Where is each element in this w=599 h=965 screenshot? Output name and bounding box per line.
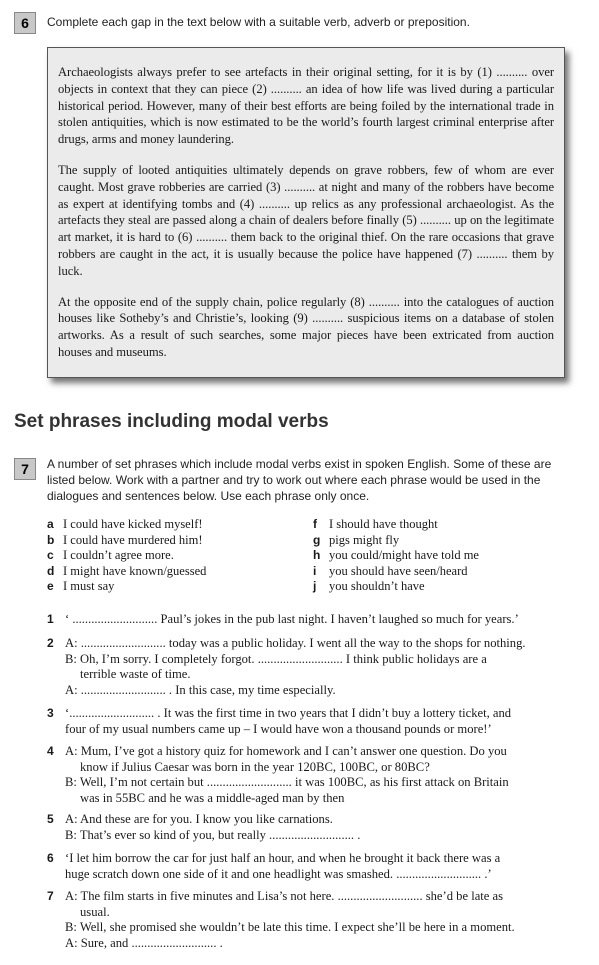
phrase-text: I could have murdered him! <box>63 532 203 547</box>
item-line: B: Well, I’m not certain but ........................... it was 100BC, as his first attack on Britain <box>65 775 509 790</box>
text-paragraph-3: At the opposite end of the supply chain, police regularly (8) .......... into the catalogues of auction houses like Sotheby’s and Christie’s, looking (9) .......... suspicious items on a database of stolen artworks. As a result of such searches, some major pieces have been extricated from auction houses and museums. <box>58 294 554 359</box>
item-line: A: And these are for you. I know you like carnations. <box>65 812 333 826</box>
item-line: B: Oh, I’m sorry. I completely forgot. ........................... I think public holidays are a <box>65 651 487 666</box>
item-line: ‘I let him borrow the car for just half an hour, and when he brought it back there was a <box>65 851 501 865</box>
exercise-item <box>47 706 579 737</box>
item-line: was in 55BC and he was a middle-aged man by then <box>80 790 345 805</box>
item-line: A: ........................... . In this case, my time especially. <box>65 682 336 697</box>
phrase-text: pigs might fly <box>329 532 400 547</box>
item-line: terrible waste of time. <box>80 667 191 682</box>
exercise-6-instruction: Complete each gap in the text below with a suitable verb, adverb or preposition. <box>47 15 470 29</box>
phrase-text: you should have seen/heard <box>329 563 468 578</box>
phrase-list-left <box>47 517 206 595</box>
exercise-number-7: 7 <box>14 458 36 480</box>
phrase-letter: i <box>313 563 317 578</box>
item-line: know if Julius Caesar was born in the year 120BC, 100BC, or 80BC? <box>80 759 430 774</box>
phrase-text: you could/might have told me <box>329 548 479 562</box>
exercise-item <box>47 612 579 628</box>
phrase-item <box>47 564 206 580</box>
text-paragraph-1: Archaeologists always prefer to see artefacts in their original setting, for it is by (1) .......... over objects in context that they can piece (2) .......... an idea of how life was lived during a particular historical period. However, many of their best efforts are being foiled by the international trade in stolen antiquities, which is now estimated to be the world’s fourth largest criminal enterprise after drugs, arms and money laundering. <box>58 65 554 147</box>
item-number: 7 <box>47 889 54 903</box>
phrase-letter: h <box>313 548 321 562</box>
phrase-item <box>313 548 479 564</box>
item-line: four of my usual numbers came up – I would have won a thousand pounds or more!’ <box>65 721 492 736</box>
item-line: usual. <box>80 904 110 919</box>
phrase-text: I might have known/guessed <box>63 563 207 578</box>
phrase-text: I couldn’t agree more. <box>63 548 174 562</box>
phrase-text: I should have thought <box>329 517 438 531</box>
item-number: 5 <box>47 812 54 826</box>
phrase-item <box>47 548 206 564</box>
item-line: B: That’s ever so kind of you, but really ........................... . <box>65 827 361 842</box>
phrase-letter: j <box>313 579 317 593</box>
phrase-letter: g <box>313 532 321 547</box>
exercise-item <box>47 889 579 951</box>
phrase-item <box>313 517 479 533</box>
phrase-item <box>47 517 206 533</box>
phrase-item <box>47 533 206 549</box>
phrase-text: you shouldn’t have <box>329 579 425 593</box>
phrase-letter: f <box>313 517 317 531</box>
gap-fill-text-box <box>47 47 565 378</box>
item-line: huge scratch down one side of it and one headlight was smashed. ........................... .’ <box>65 866 492 881</box>
phrase-item <box>313 564 479 580</box>
phrase-letter: e <box>47 579 54 593</box>
item-line: A: ........................... today was a public holiday. I went all the way to the shops for nothing. <box>65 636 526 650</box>
item-number: 3 <box>47 706 54 720</box>
phrase-item <box>313 533 479 549</box>
exercise-7-instruction: A number of set phrases which include modal verbs exist in spoken English. Some of these are listed below. Work with a partner and try to work out where each phrase would be used in the dialogues and sentences below. Use each phrase only once. <box>47 457 552 503</box>
phrase-text: I must say <box>63 579 115 593</box>
exercise-item <box>47 812 579 843</box>
item-line: A: Mum, I’ve got a history quiz for homework and I can’t answer one question. Do you <box>65 744 507 758</box>
text-paragraph-2: The supply of looted antiquities ultimately depends on grave robbers, few of whom are ever caught. Most grave robberies are carried (3) .......... at night and many of the robbers have become as expert at identifying tombs and (4) .......... up relics as any professional archaeologist. As the artefacts they steal are passed along a chain of dealers before finally (5) .......... up on the legitimate art market, it is hard to (6) .......... them back to the original thief. On the rare occasions that grave robbers are caught in the act, it is usually because the police have happened (7) .......... them by luck. <box>58 162 554 278</box>
phrase-letter: a <box>47 517 54 531</box>
item-number: 2 <box>47 636 54 650</box>
section-heading: Set phrases including modal verbs <box>14 411 329 432</box>
phrase-item <box>313 579 479 595</box>
exercise-item <box>47 744 579 806</box>
phrase-letter: c <box>47 548 54 562</box>
item-line: B: Well, she promised she wouldn’t be late this time. I expect she’ll be here in a moment. <box>65 920 515 935</box>
exercise-item <box>47 851 579 882</box>
item-number: 4 <box>47 744 54 758</box>
phrase-text: I could have kicked myself! <box>63 517 203 531</box>
item-number: 1 <box>47 612 54 626</box>
phrase-letter: b <box>47 532 55 547</box>
phrase-list-right <box>313 517 479 595</box>
exercise-item <box>47 636 579 698</box>
item-line: ‘........................... . It was the first time in two years that I didn’t buy a lottery ticket, and <box>65 706 512 720</box>
exercise-number-6: 6 <box>14 12 36 34</box>
item-number: 6 <box>47 851 54 865</box>
item-line: A: The film starts in five minutes and Lisa’s not here. ........................... she’d be late as <box>65 889 504 903</box>
item-line: ‘ ........................... Paul’s jokes in the pub last night. I haven’t laughed so much for years.’ <box>65 612 519 626</box>
item-line: A: Sure, and ........................... . <box>65 935 223 950</box>
phrase-letter: d <box>47 563 55 578</box>
phrase-item <box>47 579 206 595</box>
